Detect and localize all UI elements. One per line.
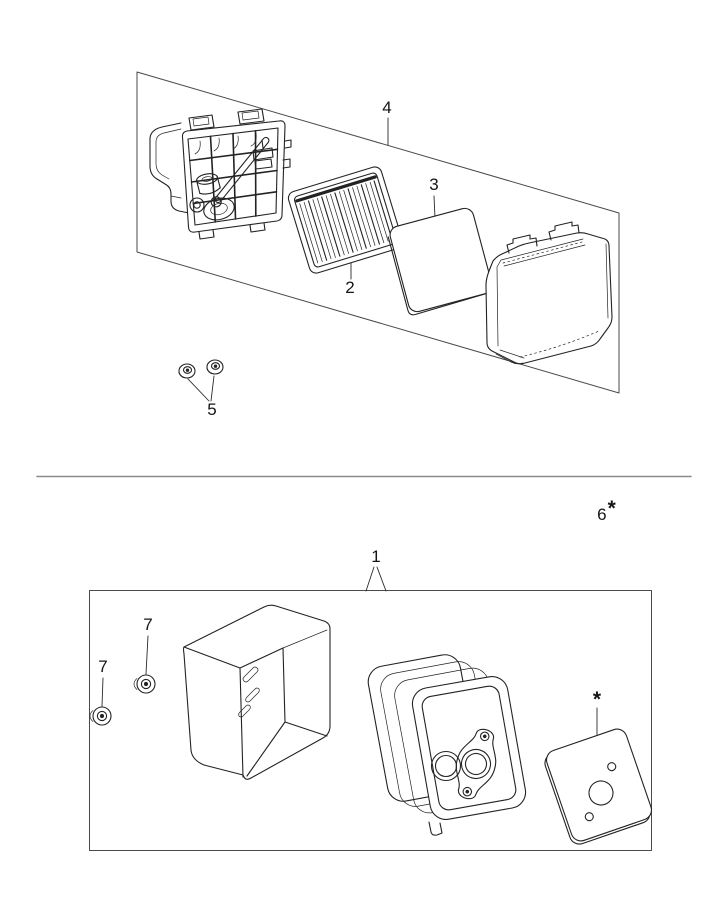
leader-line-3 xyxy=(434,196,435,218)
callout-7a: 7 xyxy=(143,615,153,634)
air-cleaner-gasket xyxy=(386,206,494,316)
callout-1: 1 xyxy=(371,547,381,566)
flange-nut xyxy=(207,360,223,374)
callout-7b: 7 xyxy=(98,657,108,676)
air-filter-element xyxy=(287,165,405,275)
flange-nut xyxy=(179,364,195,378)
muffler-gasket xyxy=(541,726,655,846)
leader-line-7b xyxy=(102,678,103,706)
callout-star: * xyxy=(592,688,602,711)
callout-6-star: 6* xyxy=(597,497,616,524)
flange-nut xyxy=(90,707,111,725)
leader-line-1 xyxy=(366,567,386,591)
air-cleaner-exploded-view xyxy=(137,72,619,401)
callout-2: 2 xyxy=(345,278,355,297)
asterisk-mark: * xyxy=(607,497,616,520)
muffler-exploded-view xyxy=(90,567,655,851)
flange-nut xyxy=(134,675,155,693)
air-cleaner-cover xyxy=(486,222,612,364)
muffler-heat-shield xyxy=(184,605,331,779)
muffler xyxy=(366,652,528,835)
callout-4: 4 xyxy=(382,98,392,117)
air-cleaner-base xyxy=(150,109,291,239)
callout-5: 5 xyxy=(207,400,217,419)
callout-3: 3 xyxy=(429,175,439,194)
leader-line-7a xyxy=(146,636,148,674)
leader-line-5 xyxy=(188,376,214,401)
